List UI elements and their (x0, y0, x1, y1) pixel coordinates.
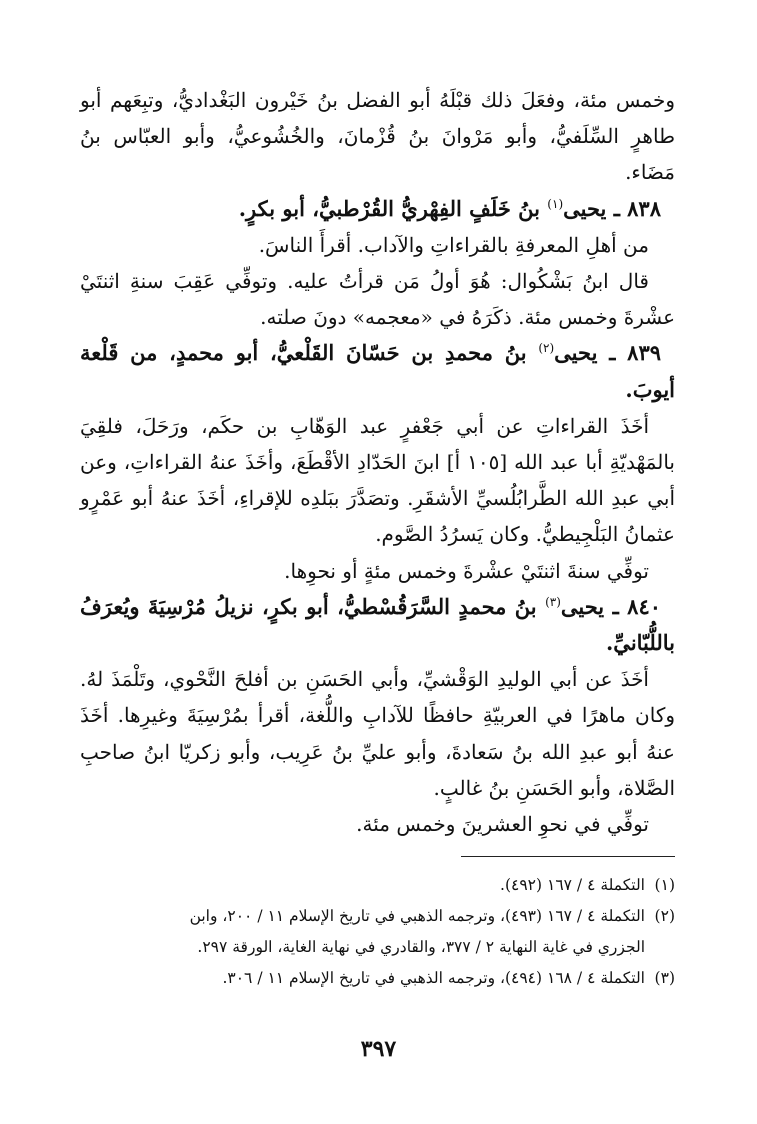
entry-name: يحيى (554, 340, 598, 366)
footnote-ref: (٢) (538, 341, 555, 356)
footnote-ref: (١) (547, 196, 564, 211)
footnote-text: التكملة ٤ / ١٦٨ (٤٩٤)، وترجمه الذهبي في تاريخ الإسلام ١١ / ٣٠٦. (222, 969, 645, 987)
footnote-1 (80, 870, 675, 901)
entry-number: ٨٣٩ ـ (609, 340, 662, 366)
footnote-2 (80, 901, 675, 963)
footnote-divider (461, 856, 675, 857)
entry-heading (80, 191, 675, 227)
entry-839 (80, 335, 675, 588)
entry-name-rest: بنُ محمدٍ السَّرَقُسْطيُّ، أبو بكرٍ، نزيلُ مُرْسِيَةَ ويُعرَفُ باللُّبّانيِّ. (80, 593, 675, 656)
entry-heading (80, 589, 675, 661)
footnote-number: (٢) (654, 907, 675, 925)
entry-name: يحيى (560, 593, 605, 619)
footnote-text: التكملة ٤ / ١٦٧ (٤٩٢). (500, 876, 645, 894)
entry-paragraph: أخَذَ عن أبي الوليدِ الوَقْشيِّ، وأبي الحَسَنِ بن أفلحَ النَّحْوي، وتَلْمَذَ لهُ. وكان ماهرًا في العربيّةِ حافظًا للآدابِ واللُّغة، أقرأ بمُرْسِيَةَ وغيرِها. أخَذَ عنهُ أبو عبدِ الله بنُ سَعادةَ، وأبو عليِّ بنُ عَرِيب، وأبو زكريّا ابنُ صاحبِ الصَّلاة، وأبو الحَسَنِ بنُ غالبٍ. (80, 667, 675, 800)
entry-name: يحيى (563, 195, 607, 221)
entry-paragraph: أخَذَ القراءاتِ عن أبي جَعْفرٍ عبد الوَهّابِ بن حكَم، ورَحَلَ، فلقِيَ بالمَهْديّةِ أبا عبد الله [١٠٥ أ] ابنَ الحَدّادِ الأقْطَعَ، وأخَذَ عنهُ القراءاتِ، وعن أبي عبدِ الله الطَّرابُلُسيِّ الأشقَرِ. وتصَدَّرَ ببَلدِه للإقراءِ، أخَذَ عنهُ أبو عَمْرٍو عثمانُ البَلْجِيطيُّ. وكان يَسرُدُ الصَّوم. (80, 413, 675, 547)
entry-name-rest: بنُ محمدِ بن حَسّانَ القَلْعيُّ، أبو محمدٍ، من قَلْعة أيوبَ. (80, 340, 675, 402)
entry-name-rest: بنُ خَلَفٍ الفِهْريُّ القُرْطبيُّ، أبو بكرٍ. (238, 195, 548, 221)
entry-number: ٨٤٠ ـ (612, 593, 662, 619)
entry-paragraph: من أهلِ المعرفةِ بالقراءاتِ والآداب. أقرأَ الناسَ. (258, 232, 649, 257)
entry-840 (80, 589, 675, 842)
continued-paragraph: وخمس مئة، وفعَلَ ذلك قبْلَهُ أبو الفضل بنُ خَيْرون البَغْداديُّ، وتبِعَهم أبو طاهرٍ السِّلَفيُّ، وأبو مَرْوانَ بنُ قُزْمانَ، والخُشُوعيُّ، وأبو العبّاس بنُ مَضَاء. (80, 88, 675, 185)
footnote-number: (١) (654, 876, 675, 894)
footnote-number: (٣) (654, 969, 675, 987)
footnote-continuation: الجزري في غاية النهاية ٢ / ٣٧٧، والقادري في نهاية الغاية، الورقة ٢٩٧. (197, 938, 645, 956)
entry-number: ٨٣٨ ـ (613, 195, 661, 221)
footnote-ref: (٣) (545, 594, 561, 609)
entry-paragraph: توفِّي سنةَ اثنتَيْ عشْرةَ وخمس مئةٍ أو نحوِها. (284, 558, 649, 583)
entry-paragraph: توفِّي في نحوِ العشرينَ وخمس مئة. (356, 812, 649, 837)
entry-paragraph: قال ابنُ بَشْكُوال: هُوَ أولُ مَن قرأتُ عليه. وتوفِّي عَقِبَ سنةِ اثنتَيْ عشْرةَ وخمس مئة. ذكَرَهُ في «معجمه» دونَ صلته. (80, 269, 675, 330)
entry-838 (80, 191, 675, 336)
footnote-3 (80, 963, 675, 994)
footnotes (80, 870, 675, 994)
page-number: ٣٩٧ (360, 1036, 397, 1062)
entry-heading (80, 335, 675, 407)
footnote-text: التكملة ٤ / ١٦٧ (٤٩٣)، وترجمه الذهبي في تاريخ الإسلام ١١ / ٢٠٠، وابن (189, 907, 645, 925)
